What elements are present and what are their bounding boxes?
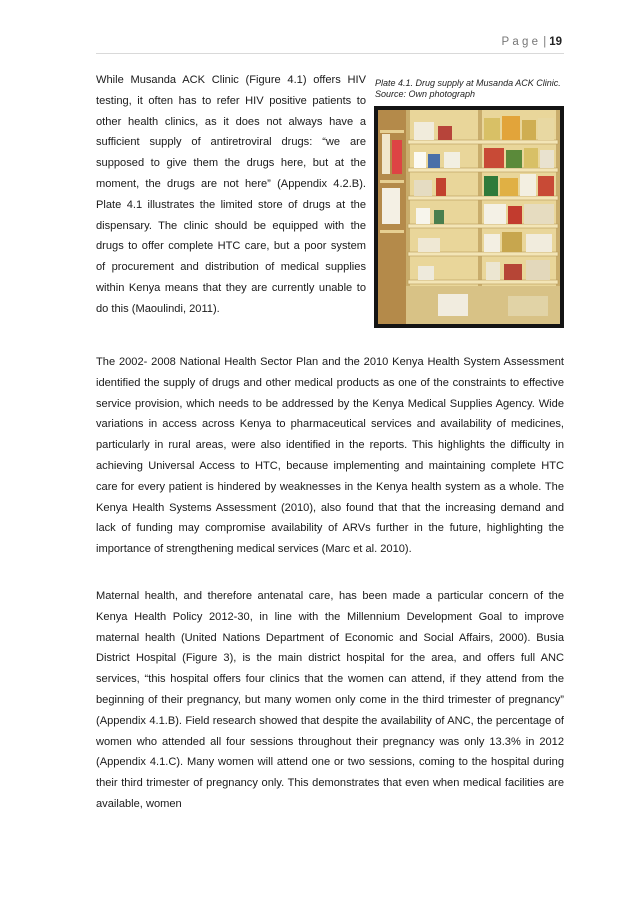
- page-label: Page: [501, 36, 542, 48]
- figure-caption: Plate 4.1. Drug supply at Musanda ACK Clinic. Source: Own photograph: [375, 78, 561, 100]
- paragraph-2: The 2002- 2008 National Health Sector Plan and the 2010 Kenya Health System Assessment identified the supply of drugs and other medical products as one of the constraints to effective service provision, which needs to be addressed by the Kenya Medical Supplies Agency. Wide variations in access across Kenya to pharmaceutical services and availability of medicines, particularly in rural areas, were also identified in the reports. This highlights the difficulty in achieving Universal Access to HTC, because implementing and maintaining complete HTC care for every patient is hindered by weaknesses in the Kenya health system as a whole. The Kenya Health Systems Assessment (2010), also found that that the increasing demand and lack of funding may compromise availability of ARVs further in the future, highlighting the importance of strengthening medical services (Marc et al. 2010).: [96, 356, 564, 556]
- paragraph-1: While Musanda ACK Clinic (Figure 4.1) offers HIV testing, it often has to refer HIV positive patients to other health clinics, as it does not always have a sufficient supply of antiretroviral drugs: “we are supposed to give them the drugs here, but at the moment, the drugs are not here” (Appendix 4.2.B). Plate 4.1 illustrates the limited store of drugs at the dispensary. The clinic should be equipped with the drugs to offer complete HTC care, but a poor system of procurement and distribution of medical supplies within Kenya means that they are currently unable to do this (Maoulindi, 2011).: [96, 74, 366, 315]
- shelves-illustration: [378, 110, 560, 324]
- figure-plate-4-1: [374, 78, 564, 328]
- page-number: 19: [549, 36, 562, 48]
- drug-supply-photo: [374, 106, 564, 328]
- paragraph-3: Maternal health, and therefore antenatal care, has been made a particular concern of the Kenya Health Policy 2012-30, in line with the Millennium Development Goal to improve maternal health (United Nations Department of Economic and Social Affairs, 2000). Busia District Hospital (Figure 3), is the main district hospital for the area, and offers full ANC services, “this hospital offers four clinics that the women can attend, if they attend from the beginning of their pregnancy, but many women only come in the third trimester of pregnancy” (Appendix 4.1.B). Field research showed that despite the availability of ANC, the percentage of women who attended all four sessions throughout their pregnancy was only 13.3% in 2012 (Appendix 4.1.C). Many women will attend one or two sessions, coming to the hospital during their third trimester of pregnancy only. This demonstrates that even when medical facilities are available, women: [96, 590, 564, 810]
- page-header: [502, 36, 562, 48]
- header-divider: [96, 53, 564, 54]
- page-separator: |: [543, 36, 547, 48]
